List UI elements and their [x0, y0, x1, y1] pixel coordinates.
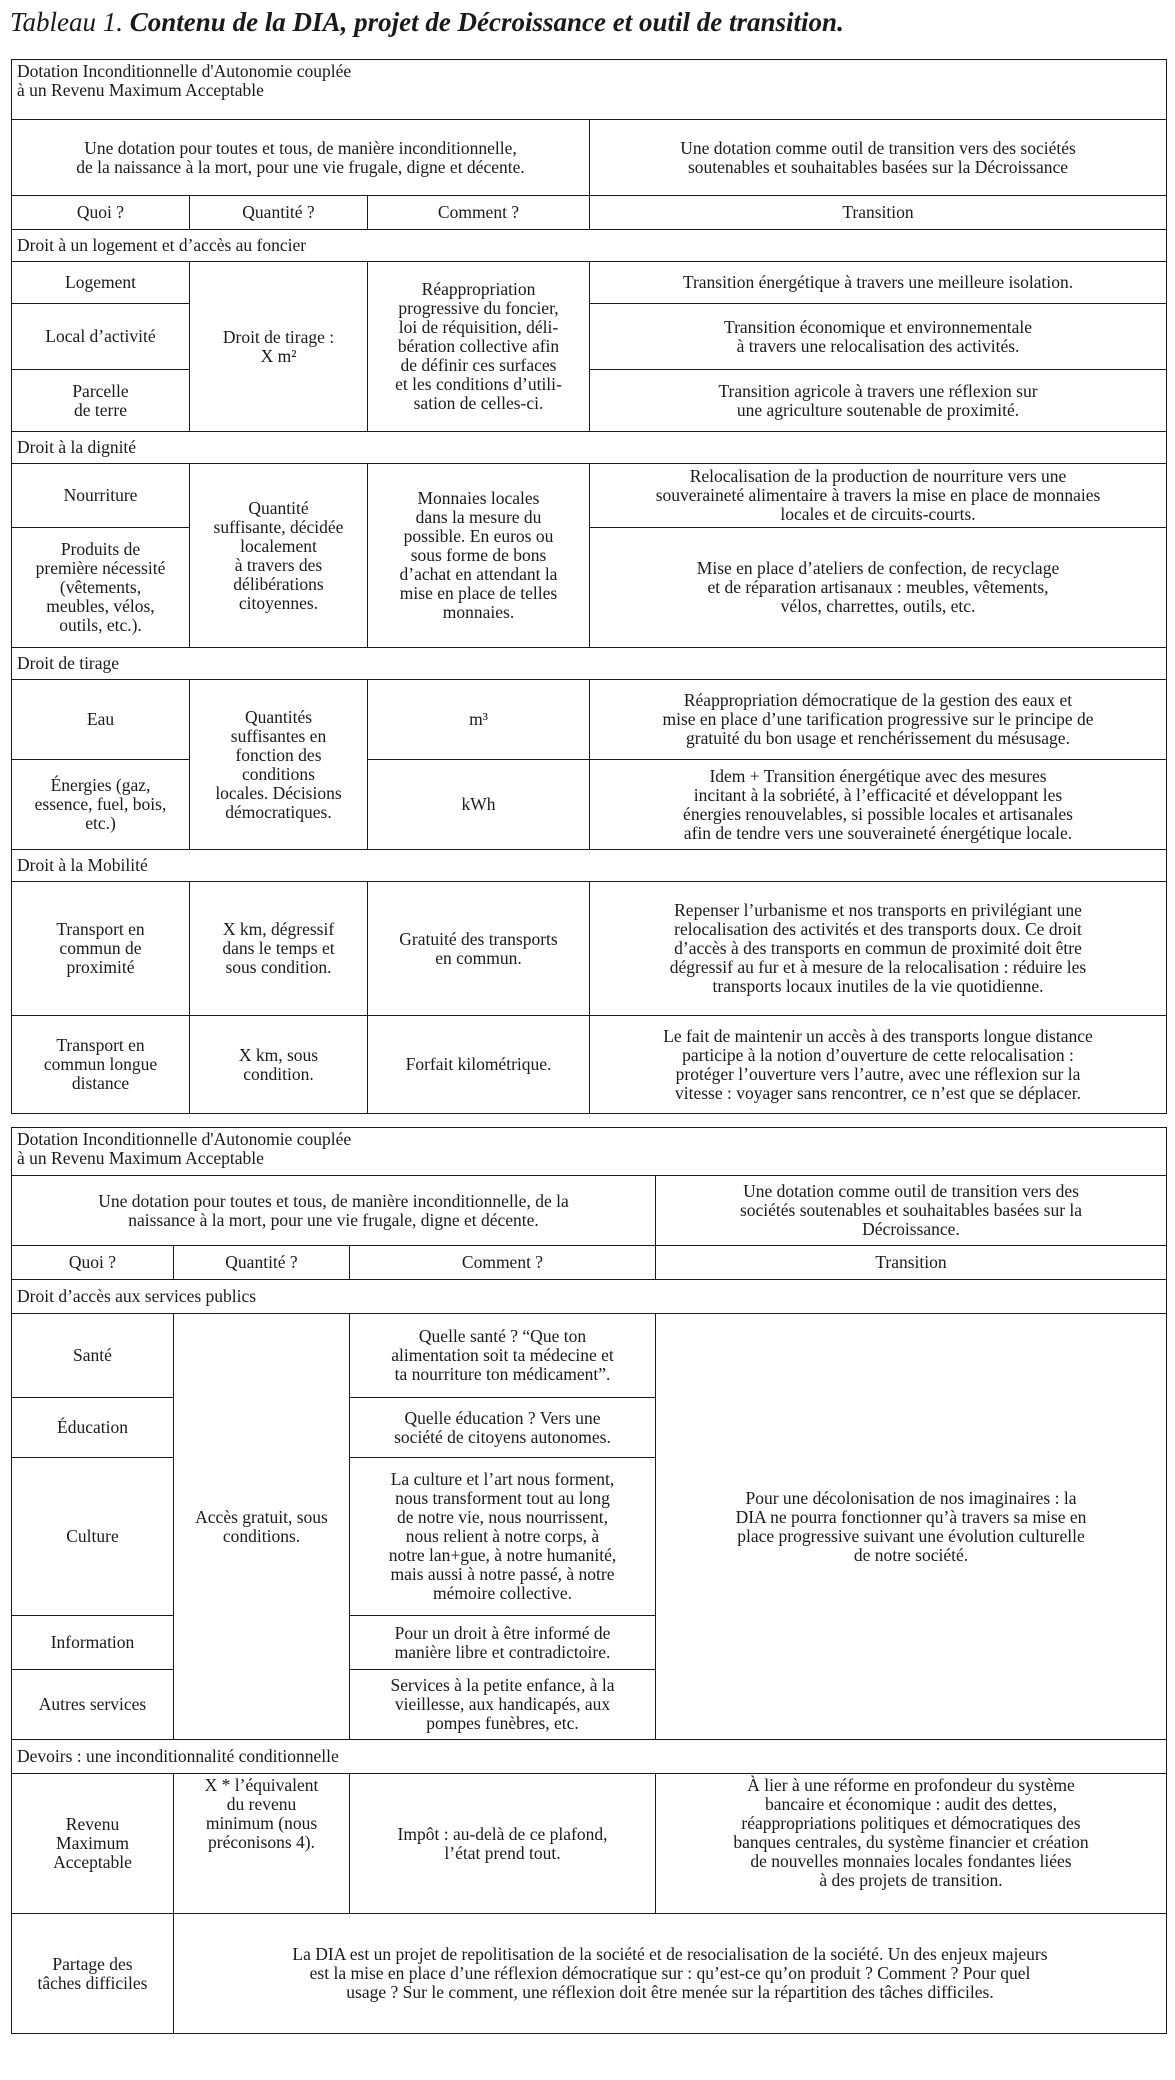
- intro-left: Une dotation pour toutes et tous, de manière inconditionnelle, de la naissance à la mort, pour une vie frugale, digne et décente.: [12, 1176, 656, 1246]
- quoi-cell: Autres services: [12, 1670, 174, 1740]
- quantite-cell: X * l’équivalent du revenu minimum (nous préconisons 4).: [174, 1774, 350, 1914]
- intro-right: Une dotation comme outil de transition vers des sociétés soutenables et souhaitables basées sur la Décroissance: [590, 120, 1167, 196]
- transition-cell: Transition économique et environnementale à travers une relocalisation des activités.: [590, 304, 1167, 370]
- section-title-mobilite: Droit à la Mobilité: [12, 850, 1167, 882]
- quoi-cell: Nourriture: [12, 464, 190, 528]
- quoi-cell: Information: [12, 1616, 174, 1670]
- header-quantite: Quantité ?: [190, 196, 368, 230]
- transition-cell: Idem + Transition énergétique avec des mesures incitant à la sobriété, à l’efficacité et développant les énergies renouvelables, si possible locales et artisanales afin de tendre vers une souveraineté énergétique locale.: [590, 760, 1167, 850]
- table-caption: [10, 4, 844, 40]
- comment-cell: kWh: [368, 760, 590, 850]
- table-title: Dotation Inconditionnelle d'Autonomie couplée à un Revenu Maximum Acceptable: [12, 1128, 1167, 1176]
- intro-right: Une dotation comme outil de transition vers des sociétés soutenables et souhaitables basées sur la Décroissance.: [656, 1176, 1167, 1246]
- transition-cell: Pour une décolonisation de nos imaginaires : la DIA ne pourra fonctionner qu’à travers sa mise en place progressive suivant une évolution culturelle de notre société.: [656, 1314, 1167, 1740]
- dia-table-part-2: [11, 1127, 1167, 2034]
- quoi-cell: Culture: [12, 1458, 174, 1616]
- comment-cell: Impôt : au-delà de ce plafond, l’état prend tout.: [350, 1774, 656, 1914]
- header-comment: Comment ?: [368, 196, 590, 230]
- comment-cell: Réappropriation progressive du foncier, loi de réquisition, déli- bération collective afin de définir ces surfaces et les conditions d’utili- sation de celles-ci.: [368, 262, 590, 432]
- transition-cell: Le fait de maintenir un accès à des transports longue distance participe à la notion d’ouverture de cette relocalisation : protéger l’ouverture vers l’autre, avec une réflexion sur la vitesse : voyager sans rencontrer, ce n’est que se déplacer.: [590, 1016, 1167, 1114]
- transition-cell: Mise en place d’ateliers de confection, de recyclage et de réparation artisanaux : meubles, vêtements, vélos, charrettes, outils, etc.: [590, 528, 1167, 648]
- header-transition: Transition: [590, 196, 1167, 230]
- section-title-tirage: Droit de tirage: [12, 648, 1167, 680]
- quoi-cell: Partage des tâches difficiles: [12, 1914, 174, 2034]
- section-title-devoirs: Devoirs : une inconditionnalité conditionnelle: [12, 1740, 1167, 1774]
- transition-cell: Transition énergétique à travers une meilleure isolation.: [590, 262, 1167, 304]
- header-quoi: Quoi ?: [12, 196, 190, 230]
- intro-left: Une dotation pour toutes et tous, de manière inconditionnelle, de la naissance à la mort, pour une vie frugale, digne et décente.: [12, 120, 590, 196]
- quantite-cell: Quantités suffisantes en fonction des conditions locales. Décisions démocratiques.: [190, 680, 368, 850]
- header-quantite: Quantité ?: [174, 1246, 350, 1280]
- quoi-cell: Revenu Maximum Acceptable: [12, 1774, 174, 1914]
- comment-cell: Gratuité des transports en commun.: [368, 882, 590, 1016]
- quoi-cell: Transport en commun de proximité: [12, 882, 190, 1016]
- quantite-cell: Accès gratuit, sous conditions.: [174, 1314, 350, 1740]
- quantite-cell: Quantité suffisante, décidée localement à travers des délibérations citoyennes.: [190, 464, 368, 648]
- comment-cell: m³: [368, 680, 590, 760]
- quoi-cell: Transport en commun longue distance: [12, 1016, 190, 1114]
- quoi-cell: Local d’activité: [12, 304, 190, 370]
- comment-cell: Services à la petite enfance, à la vieillesse, aux handicapés, aux pompes funèbres, etc.: [350, 1670, 656, 1740]
- transition-cell: Relocalisation de la production de nourriture vers une souveraineté alimentaire à travers la mise en place de monnaies locales et de circuits-courts.: [590, 464, 1167, 528]
- header-transition: Transition: [656, 1246, 1167, 1280]
- comment-cell: Quelle éducation ? Vers une société de citoyens autonomes.: [350, 1398, 656, 1458]
- transition-cell: Réappropriation démocratique de la gestion des eaux et mise en place d’une tarification progressive sur le principe de gratuité du bon usage et renchérissement du mésusage.: [590, 680, 1167, 760]
- quoi-cell: Énergies (gaz, essence, fuel, bois, etc.): [12, 760, 190, 850]
- transition-cell: Repenser l’urbanisme et nos transports en privilégiant une relocalisation des activités et des transports doux. Ce droit d’accès à des transports en commun de proximité doit être dégressif au fur et à mesure de la relocalisation : réduire les transports locaux inutiles de la vie quotidienne.: [590, 882, 1167, 1016]
- quoi-cell: Parcelle de terre: [12, 370, 190, 432]
- transition-cell: Transition agricole à travers une réflexion sur une agriculture soutenable de proximité.: [590, 370, 1167, 432]
- header-comment: Comment ?: [350, 1246, 656, 1280]
- transition-cell: À lier à une réforme en profondeur du système bancaire et économique : audit des dettes, réappropriations politiques et démocratiques des banques centrales, du système financier et création de nouvelles monnaies locales fondantes liées à des projets de transition.: [656, 1774, 1167, 1914]
- quantite-cell: X km, sous condition.: [190, 1016, 368, 1114]
- partage-text: La DIA est un projet de repolitisation de la société et de resocialisation de la société. Un des enjeux majeurs est la mise en place d’une réflexion démocratique sur : qu’est-ce qu’on produit ? Comment ? Pour quel usage ? Sur le comment, une réflexion doit être menée sur la répartition des tâches difficiles.: [174, 1914, 1167, 2034]
- quoi-cell: Éducation: [12, 1398, 174, 1458]
- section-title-services: Droit d’accès aux services publics: [12, 1280, 1167, 1314]
- quantite-cell: X km, dégressif dans le temps et sous condition.: [190, 882, 368, 1016]
- header-quoi: Quoi ?: [12, 1246, 174, 1280]
- section-title-dignite: Droit à la dignité: [12, 432, 1167, 464]
- quoi-cell: Eau: [12, 680, 190, 760]
- quoi-cell: Produits de première nécessité (vêtements, meubles, vélos, outils, etc.).: [12, 528, 190, 648]
- caption-lead: Tableau 1.: [10, 7, 130, 37]
- table-title: Dotation Inconditionnelle d'Autonomie couplée à un Revenu Maximum Acceptable: [12, 60, 1167, 120]
- comment-cell: Monnaies locales dans la mesure du possible. En euros ou sous forme de bons d’achat en attendant la mise en place de telles monnaies.: [368, 464, 590, 648]
- caption-title: Contenu de la DIA, projet de Décroissance et outil de transition.: [129, 7, 844, 37]
- section-title-logement: Droit à un logement et d’accès au foncier: [12, 230, 1167, 262]
- comment-cell: Forfait kilométrique.: [368, 1016, 590, 1114]
- comment-cell: Quelle santé ? “Que ton alimentation soit ta médecine et ta nourriture ton médicament”.: [350, 1314, 656, 1398]
- quoi-cell: Logement: [12, 262, 190, 304]
- comment-cell: La culture et l’art nous forment, nous transforment tout au long de notre vie, nous nourrissent, nous relient à notre corps, à notre lan+gue, à notre humanité, mais aussi à notre passé, à notre mémoire collective.: [350, 1458, 656, 1616]
- dia-table-part-1: [11, 59, 1167, 1114]
- comment-cell: Pour un droit à être informé de manière libre et contradictoire.: [350, 1616, 656, 1670]
- quoi-cell: Santé: [12, 1314, 174, 1398]
- quantite-cell: Droit de tirage : X m²: [190, 262, 368, 432]
